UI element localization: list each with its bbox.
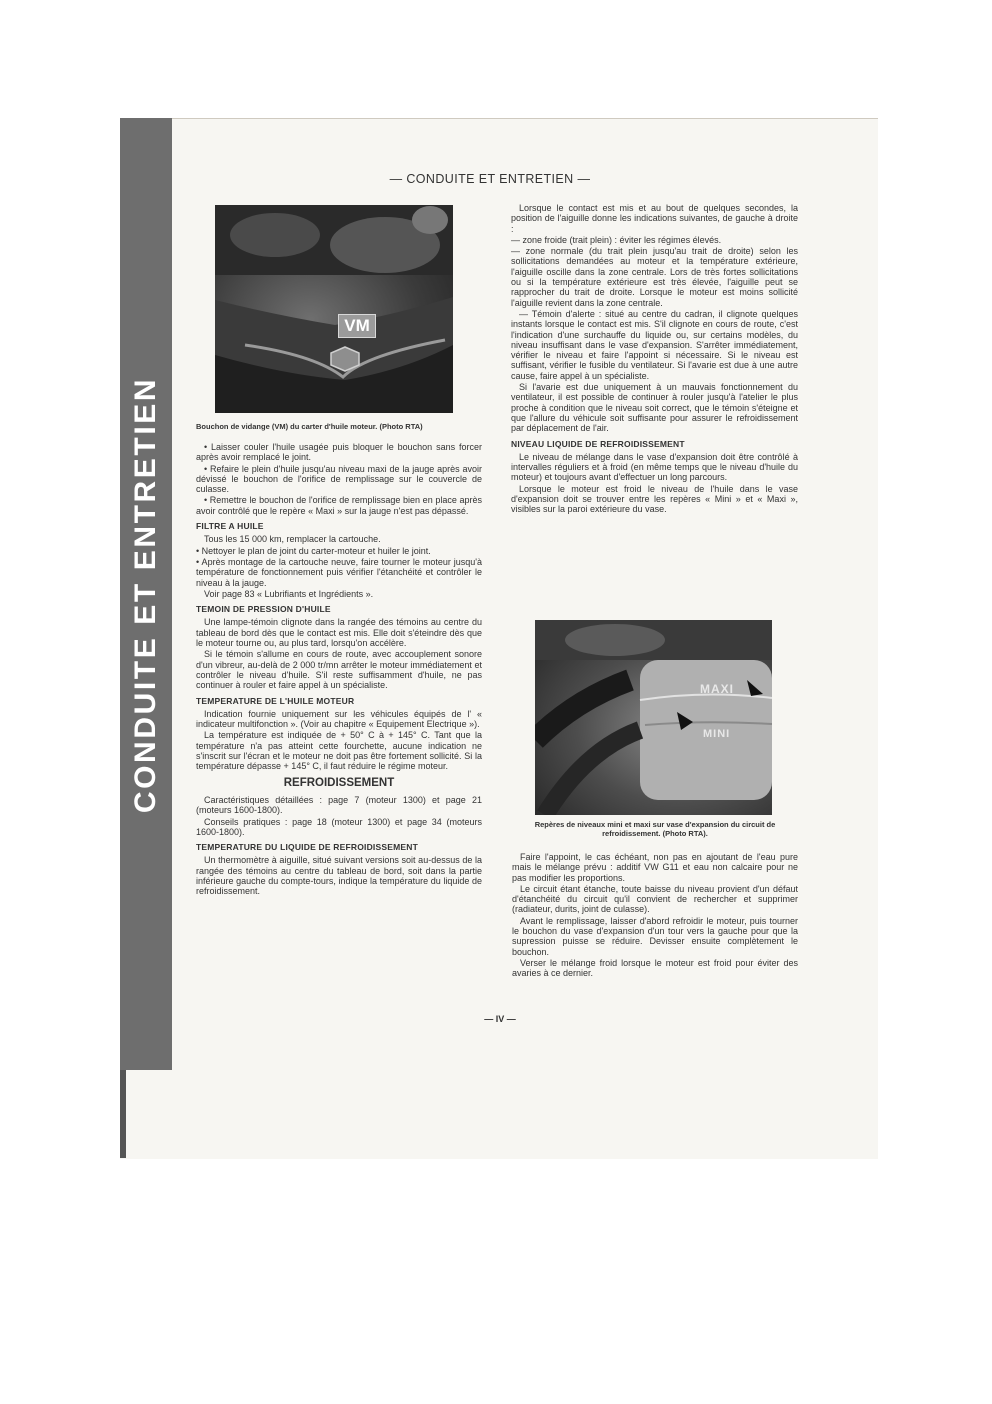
- paragraph: Indication fournie uniquement sur les véhicules équipés de l' « indicateur multifonction ». (Voir au chapitre « Equipement Electrique »).: [196, 708, 482, 730]
- paragraph: • Après montage de la cartouche neuve, faire tourner le moteur jusqu'à température de fonctionnement puis vérifier l'étanchéité et contrôler le niveau à la jauge.: [196, 556, 482, 588]
- section-heading-niveau: NIVEAU LIQUIDE DE REFROIDISSEMENT: [511, 438, 685, 449]
- page-header: — CONDUITE ET ENTRETIEN —: [389, 172, 591, 186]
- paragraph: La température est indiquée de + 50° C à + 145° C. Tant que la température n'a pas atteint cette fourchette, aucune indication ne s'inscrit sur l'écran et le moteur ne doit pas être fortement sollicité. Si la température dépasse + 145° C, il faut réduire le régime moteur.: [196, 730, 482, 772]
- paragraph: Faire l'appoint, le cas échéant, non pas en ajoutant de l'eau pure mais le mélange prévu : additif VW G11 et eau non calcaire pour ne pas modifier les proportions.: [512, 852, 798, 883]
- paragraph: • Refaire le plein d'huile jusqu'au niveau maxi de la jauge après avoir dévissé le bouchon de l'orifice de remplissage sur le couvercle de culasse.: [196, 463, 482, 495]
- paragraph: Avant le remplissage, laisser d'abord refroidir le moteur, puis tourner le bouchon du vase d'expansion d'un tour vers la gauche pour que la supression puisse se réduire. Devisser ensuite complètement le bouchon.: [512, 915, 798, 957]
- paragraph: Si l'avarie est due uniquement à un mauvais fonctionnement du ventilateur, il est possible de continuer à rouler jusqu'à l'atelier le plus proche à condition que le niveau soit correct, que le témoin s'éteigne et que l'allure du véhicule soit suffisante pour assurer le refroidissement par déplacement de l'air.: [511, 382, 798, 434]
- sidebar-edge: [120, 1070, 126, 1158]
- paragraph: Le niveau de mélange dans le vase d'expansion doit être contrôlé à intervalles réguliers et à froid (en même temps que le niveau d'huile du moteur) et toujours avant d'effectuer un long parcours.: [511, 451, 798, 483]
- paragraph: Un thermomètre à aiguille, situé suivant versions soit au-dessus de la rangée des témoins au centre du tableau de bord, soit dans la partie inférieure gauche du compte-tours, indique la température du liquide de refroidissement.: [196, 855, 482, 897]
- right-column-bottom: [512, 852, 798, 980]
- vm-marker-label: VM: [338, 314, 376, 338]
- paragraph: — Témoin d'alerte : situé au centre du cadran, il clignote quelques instants lorsque le contact est mis. S'il clignote en cours de route, c'est l'indication d'une surchauffe du liquide ou, sur certains modèles, du niveau insuffisant dans le vase d'expansion. S'arrêter immédiatement, vérifier le niveau et faire l'appoint si nécessaire. Si le niveau est suffisant, vérifier le fusible du ventilateur. Si l'avarie est due à une autre cause, faire appel à un spécialiste.: [511, 308, 798, 381]
- mini-marker-label: MINI: [703, 728, 731, 740]
- paragraph: Caractéristiques détaillées : page 7 (moteur 1300) et page 21 (moteurs 1600-1800).: [196, 794, 482, 816]
- left-column: [196, 442, 482, 898]
- paragraph: Voir page 83 « Lubrifiants et Ingrédients ».: [204, 588, 374, 599]
- photo2-caption: Repères de niveaux mini et maxi sur vase d'expansion du circuit de refroidissement. (Photo RTA).: [534, 820, 776, 838]
- section-heading-temperature-huile: TEMPERATURE DE L'HUILE MOTEUR: [196, 695, 355, 706]
- chapter-title-vertical: CONDUITE ET ENTRETIEN: [129, 376, 162, 814]
- paragraph: Tous les 15 000 km, remplacer la cartouche.: [204, 534, 381, 545]
- paragraph: Une lampe-témoin clignote dans la rangée des témoins au centre du tableau de bord dès que le contact est mis. Elle doit s'éteindre dès que le moteur tourne ou, au plus tard, lorsqu'on accélère.: [196, 617, 482, 649]
- paragraph: • Nettoyer le plan de joint du carter-moteur et huiler le joint.: [196, 545, 431, 556]
- section-heading-temperature-liquide: TEMPERATURE DU LIQUIDE DE REFROIDISSEMENT: [196, 842, 418, 853]
- engine-photo-illustration: [215, 205, 453, 413]
- maxi-marker-label: MAXI: [700, 682, 734, 696]
- section-heading-filtre: FILTRE A HUILE: [196, 521, 264, 532]
- paragraph: — zone normale (du trait plein jusqu'au trait de droite) selon les sollicitations demandées au moteur et la température extérieure, l'aiguille oscille dans la zone centrale. Lors de très fortes sollicitations ou si la température extérieure est très élevée, l'aiguille peut se rapprocher du trait de droite. Lorsque le moteur est moins sollicité l'aiguille revient dans la zone centrale.: [511, 246, 798, 308]
- section-heading-temoin: TEMOIN DE PRESSION D'HUILE: [196, 604, 331, 615]
- paragraph: — zone froide (trait plein) : éviter les régimes élevés.: [511, 234, 722, 245]
- section-title-refroidissement: REFROIDISSEMENT: [283, 776, 395, 789]
- paragraph: • Laisser couler l'huile usagée puis bloquer le bouchon sans forcer après avoir remplacé le joint.: [196, 442, 482, 463]
- paragraph: • Remettre le bouchon de l'orifice de remplissage bien en place après avoir contrôlé que le repère « Maxi » sur la jauge n'est pas dépassé.: [196, 495, 482, 516]
- page-number: — IV —: [484, 1014, 516, 1024]
- paragraph: Si le témoin s'allume en cours de route, avec accouplement sonore d'un vibreur, au-delà de 2 000 tr/mn arrêter le moteur immédiatement et contrôler le niveau d'huile. S'il reste suffisamment d'huile, ne pas continuer à rouler et faire appel à un spécialiste.: [196, 649, 482, 691]
- paragraph: Lorsque le contact est mis et au bout de quelques secondes, la position de l'aiguille donne les indications suivantes, de gauche à droite :: [511, 203, 798, 234]
- oil-drain-photo: [215, 205, 453, 413]
- expansion-tank-photo: [535, 620, 772, 815]
- paragraph: Conseils pratiques : page 18 (moteur 1300) et page 34 (moteurs 1600-1800).: [196, 816, 482, 837]
- paragraph: Lorsque le moteur est froid le niveau de l'huile dans le vase d'expansion doit se trouver entre les repères « Mini » et « Maxi », visibles sur la paroi extérieure du vase.: [511, 483, 798, 515]
- photo1-caption: Bouchon de vidange (VM) du carter d'huile moteur. (Photo RTA): [196, 422, 423, 431]
- right-column-top: [511, 203, 798, 516]
- paragraph: Verser le mélange froid lorsque le moteur est froid pour éviter des avaries à ce dernier.: [512, 957, 798, 979]
- tank-photo-illustration: [535, 620, 772, 815]
- paragraph: Le circuit étant étanche, toute baisse du niveau provient d'un défaut d'étanchéité du circuit qu'il convient de rechercher et supprimer (radiateur, durits, joint de culasse).: [512, 883, 798, 915]
